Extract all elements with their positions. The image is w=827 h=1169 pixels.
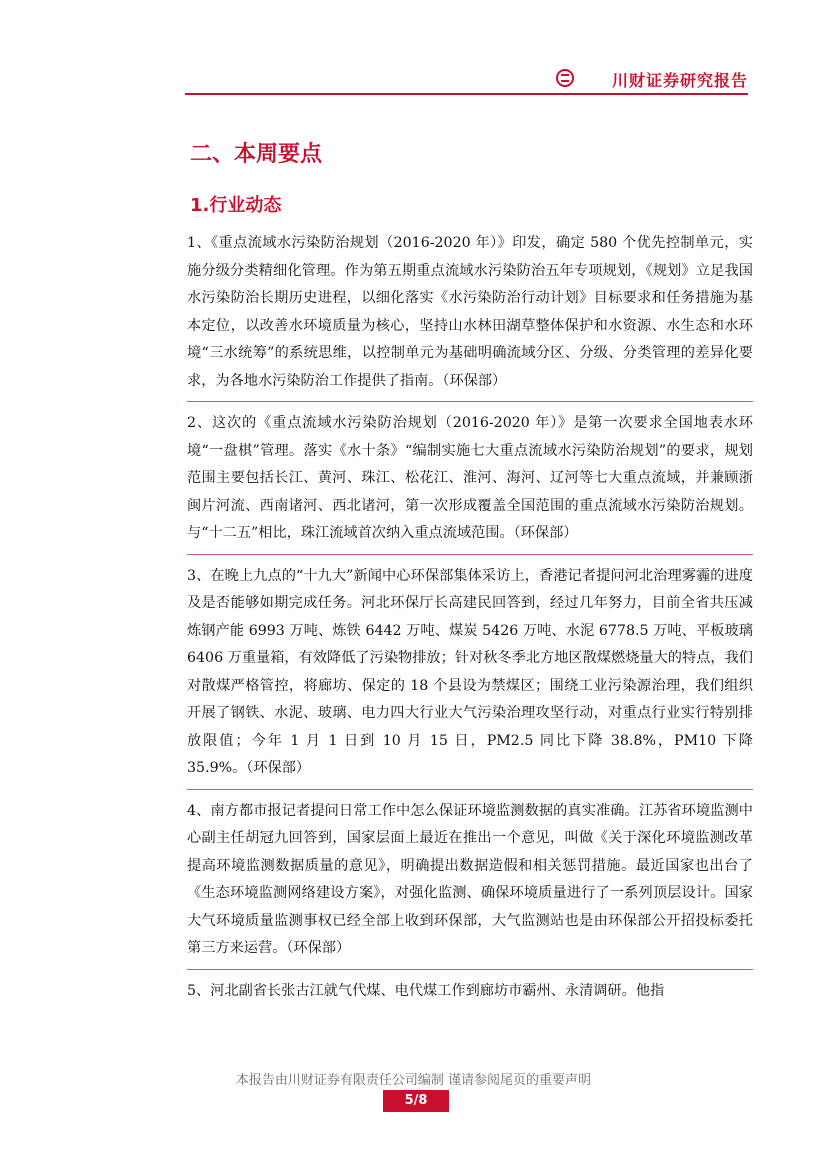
article-body <box>187 230 753 1005</box>
page-number-badge: 5/8 <box>383 1090 449 1112</box>
paragraph-3: 3、在晚上九点的“十九大”新闻中心环保部集体采访上，香港记者提问河北治理雾霾的进度及是否能够如期完成任务。河北环保厅长高建民回答到，经过几年努力，目前全省共压减炼钢产能 6993 万吨、炼铁 6442 万吨、煤炭 5426 万吨、水泥 6778.5 万吨、平板玻璃 6406 万重量箱，有效降低了污染物排放；针对秋冬季北方地区散煤燃烧量大的特点，我们对散煤严格管控，将廊坊、保定的 18 个县设为禁煤区；围绕工业污染源治理，我们组织开展了钢铁、水泥、玻璃、电力四大行业大气污染治理攻坚行动，对重点行业实行特别排放限值；今年 1 月 1 日到 10 月 15 日，PM2.5 同比下降 38.8%，PM10 下降 35.9%。（环保部） <box>187 567 753 776</box>
paragraph-divider <box>187 969 753 970</box>
paragraph-5: 5、河北副省长张古江就气代煤、电代煤工作到廊坊市霸州、永清调研。他指 <box>187 982 665 999</box>
section-title: 二、本周要点 <box>190 142 323 167</box>
paragraph-divider <box>187 789 753 790</box>
paragraph-4: 4、南方都市报记者提问日常工作中怎么保证环境监测数据的真实准确。江苏省环境监测中心副主任胡冠九回答到，国家层面上最近在推出一个意见，叫做《关于深化环境监测改革提高环境监测数据质量的意见》，明确提出数据造假和相关惩罚措施。最近国家也出台了《生态环境监测网络建设方案》，对强化监测、确保环境质量进行了一系列顶层设计。国家大气环境质量监测事权已经全部上收到环保部，大气监测站也是由环保部公开招投标委托第三方来运营。（环保部） <box>187 802 753 956</box>
paragraph-divider <box>187 554 753 555</box>
report-header <box>185 66 748 96</box>
paragraph-divider <box>187 401 753 402</box>
brand-logo-icon <box>556 69 574 87</box>
paragraph-2: 2、这次的《重点流域水污染防治规划（2016-2020 年）》是第一次要求全国地表水环境“一盘棋”管理。落实《水十条》“编制实施七大重点流域水污染防治规划”的要求，规划范围主要包括长江、黄河、珠江、松花江、淮河、海河、辽河等七大重点流域，并兼顾浙闽片河流、西南诸河、西北诸河，第一次形成覆盖全国范围的重点流域水污染防治规划。与“十二五”相比，珠江流域首次纳入重点流域范围。（环保部） <box>187 415 753 541</box>
report-brand-title: 川财证券研究报告 <box>611 71 748 90</box>
footer-disclaimer: 本报告由川财证券有限责任公司编制 谨请参阅尾页的重要声明 <box>235 1073 592 1088</box>
header-divider <box>185 93 748 95</box>
paragraph-1: 1、《重点流域水污染防治规划（2016-2020 年）》印发，确定 580 个优先控制单元，实施分级分类精细化管理。作为第五期重点流域水污染防治五年专项规划，《规划》立足我国水污染防治长期历史进程，以细化落实《水污染防治行动计划》目标要求和任务措施为基本定位，以改善水环境质量为核心，坚持山水林田湖草整体保护和水资源、水生态和水环境“三水统筹”的系统思维，以控制单元为基础明确流域分区、分级、分类管理的差异化要求，为各地水污染防治工作提供了指南。（环保部） <box>187 235 753 389</box>
subsection-title: 1.行业动态 <box>190 195 282 216</box>
